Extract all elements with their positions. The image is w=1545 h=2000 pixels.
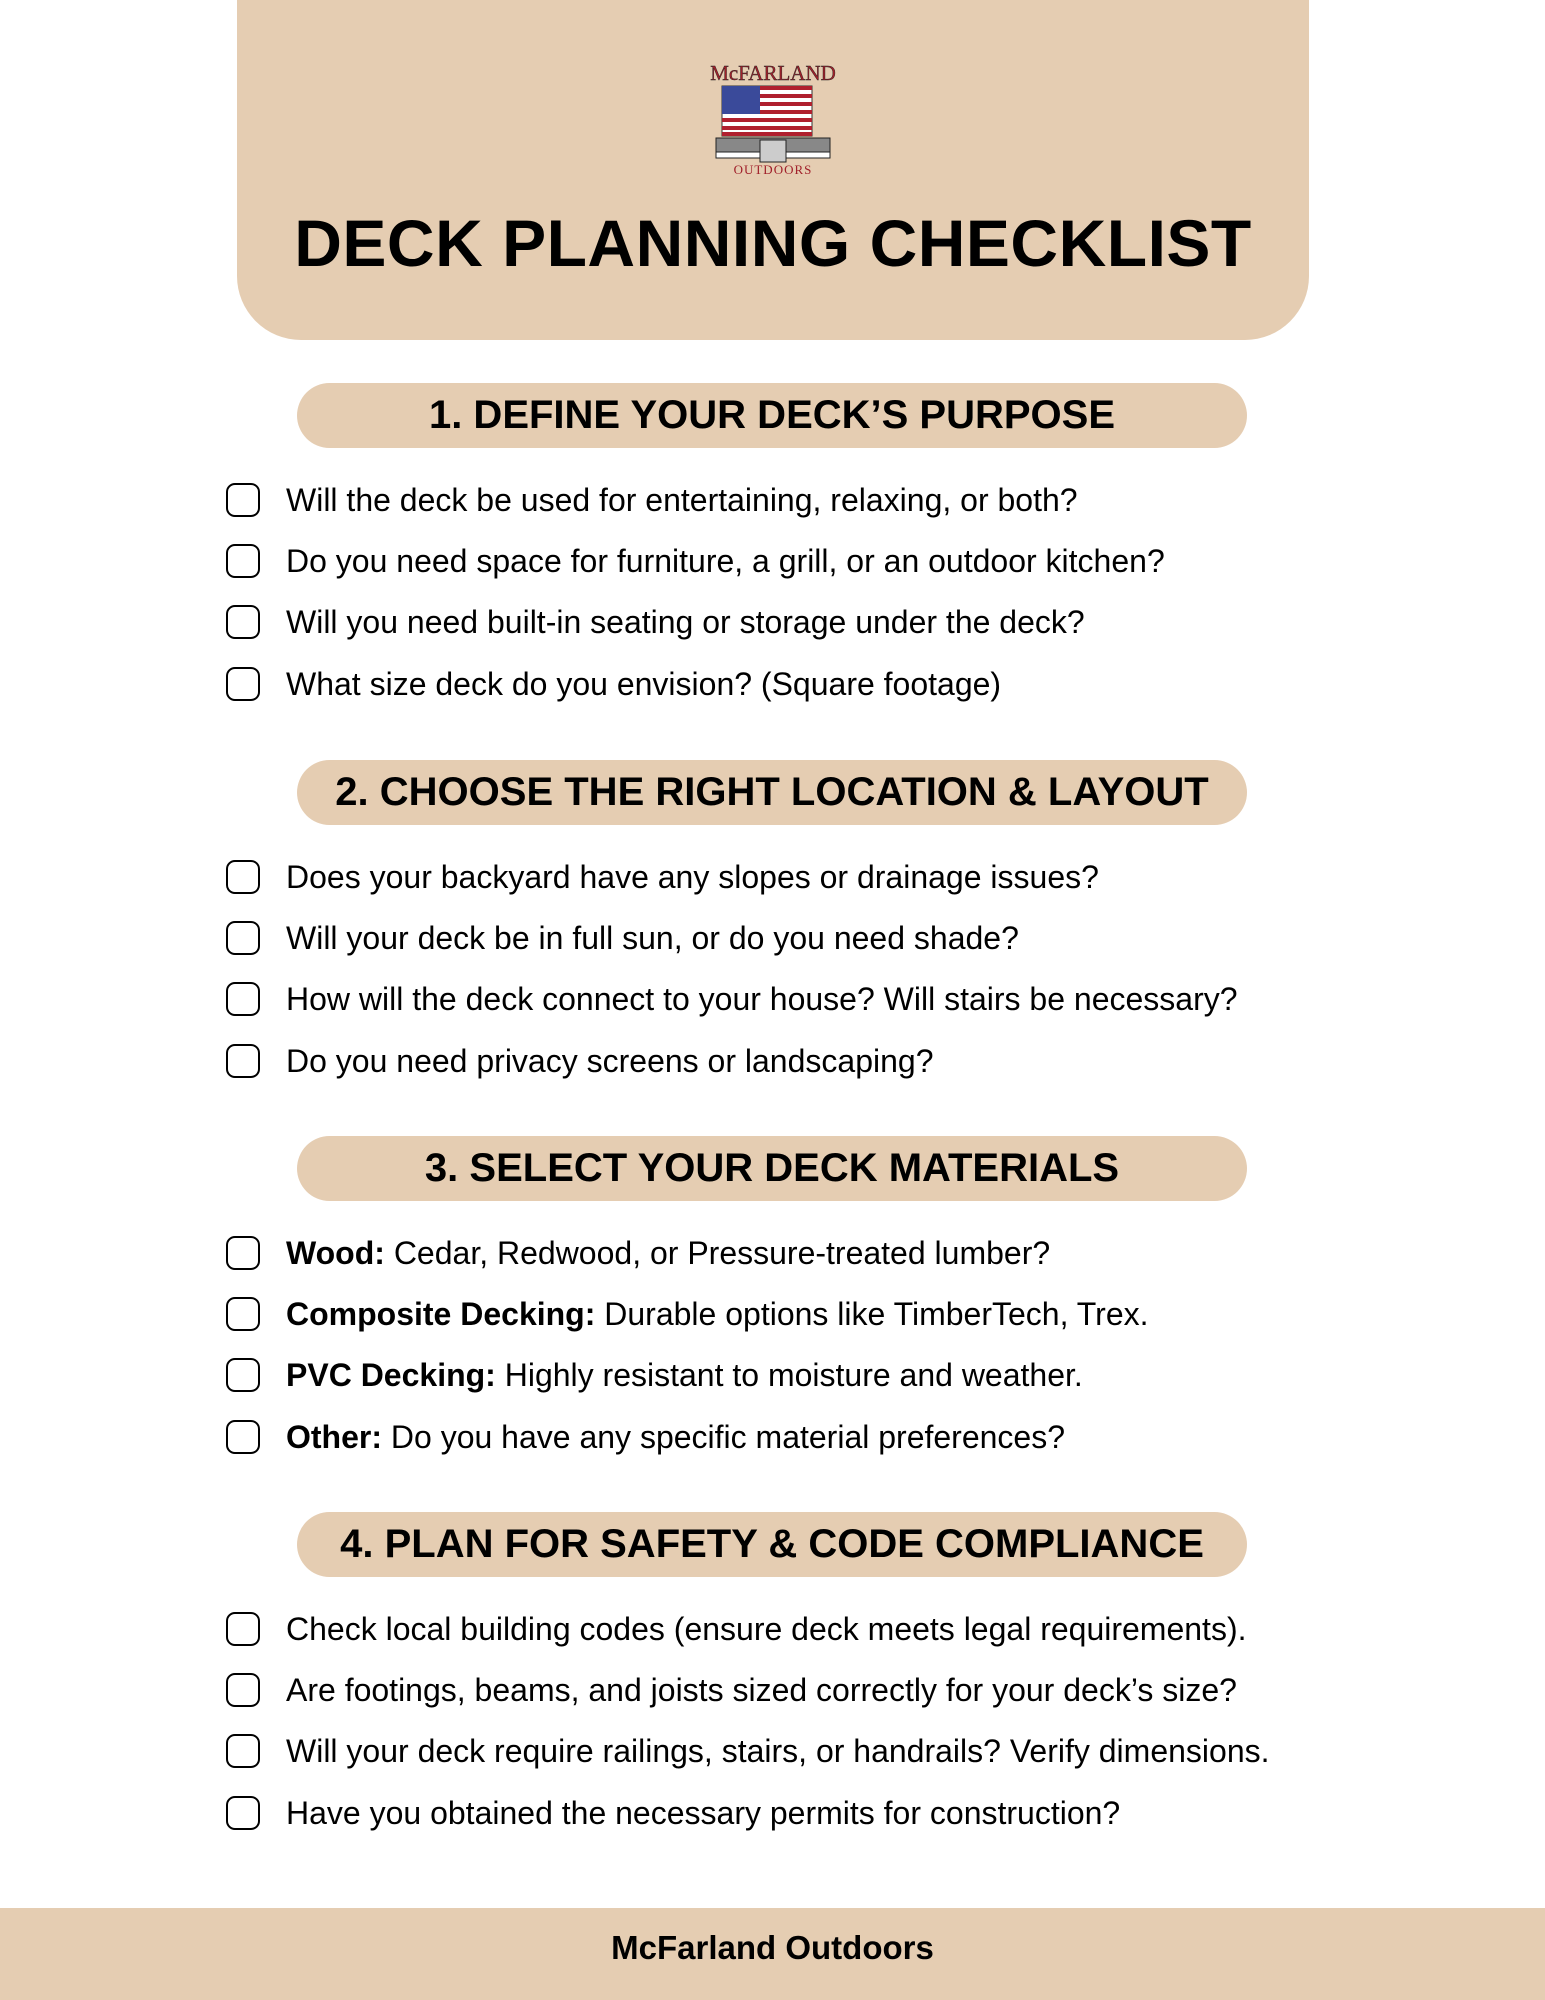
checkbox[interactable]	[226, 667, 260, 701]
checklist-item-text	[286, 543, 1165, 580]
page-title: DECK PLANNING CHECKLIST	[294, 206, 1252, 280]
checklist-item-text	[286, 1296, 1149, 1333]
section-heading: 1. DEFINE YOUR DECK’S PURPOSE	[297, 383, 1247, 448]
item-text: Do you have any specific material preferences?	[382, 1418, 1066, 1455]
item-label: Other:	[286, 1418, 382, 1455]
svg-text:OUTDOORS: OUTDOORS	[733, 162, 813, 177]
item-text: Will your deck require railings, stairs, or handrails? Verify dimensions.	[286, 1732, 1270, 1769]
checklist-item	[226, 918, 1019, 958]
checkbox[interactable]	[226, 860, 260, 894]
checklist-item-text	[286, 920, 1019, 957]
checklist-item	[226, 541, 1165, 581]
item-label: Composite Decking:	[286, 1295, 596, 1332]
checkbox[interactable]	[226, 605, 260, 639]
item-label: Wood:	[286, 1234, 385, 1271]
item-text: Cedar, Redwood, or Pressure-treated lumber?	[384, 1234, 1051, 1271]
item-text: Highly resistant to moisture and weather.	[495, 1356, 1083, 1393]
checklist-item	[226, 602, 1085, 642]
item-text: Will your deck be in full sun, or do you need shade?	[286, 919, 1019, 956]
checklist-item-text	[286, 604, 1085, 641]
checkbox[interactable]	[226, 1236, 260, 1270]
checklist-item	[226, 1041, 933, 1081]
checklist-item-text	[286, 981, 1238, 1018]
footer: McFarland Outdoors	[0, 1908, 1545, 2000]
checklist-item-text	[286, 1795, 1120, 1832]
item-text: Have you obtained the necessary permits for construction?	[286, 1794, 1121, 1831]
checklist-item	[226, 480, 1078, 520]
item-text: Do you need space for furniture, a grill, or an outdoor kitchen?	[286, 542, 1165, 579]
checklist-item	[226, 979, 1238, 1019]
mcfarland-outdoors-logo	[708, 62, 838, 177]
item-text: Will you need built-in seating or storage under the deck?	[286, 603, 1085, 640]
checklist-item	[226, 1355, 1083, 1395]
checklist-item-text	[286, 1672, 1237, 1709]
checklist-item	[226, 1609, 1246, 1649]
checklist-item	[226, 1793, 1120, 1833]
item-text: Do you need privacy screens or landscaping?	[286, 1042, 934, 1079]
checklist-item-text	[286, 859, 1099, 896]
checkbox[interactable]	[226, 1673, 260, 1707]
item-text: Check local building codes (ensure deck meets legal requirements).	[286, 1610, 1247, 1647]
checklist-item-text	[286, 1419, 1065, 1456]
checklist-item	[226, 1670, 1237, 1710]
checkbox[interactable]	[226, 1420, 260, 1454]
checkbox[interactable]	[226, 544, 260, 578]
checkbox[interactable]	[226, 1734, 260, 1768]
item-text: Will the deck be used for entertaining, relaxing, or both?	[286, 481, 1078, 518]
section-heading: 3. SELECT YOUR DECK MATERIALS	[297, 1136, 1247, 1201]
checklist-item-text	[286, 1611, 1246, 1648]
checklist-item-text	[286, 482, 1078, 519]
section-heading: 4. PLAN FOR SAFETY & CODE COMPLIANCE	[297, 1512, 1247, 1577]
checkbox[interactable]	[226, 982, 260, 1016]
item-text: Does your backyard have any slopes or drainage issues?	[286, 858, 1099, 895]
checklist-item-text	[286, 1235, 1050, 1272]
section-heading: 2. CHOOSE THE RIGHT LOCATION & LAYOUT	[297, 760, 1247, 825]
checkbox[interactable]	[226, 1612, 260, 1646]
checklist-item	[226, 664, 1001, 704]
checklist-item	[226, 1731, 1270, 1771]
item-text: Durable options like TimberTech, Trex.	[595, 1295, 1149, 1332]
checkbox[interactable]	[226, 1297, 260, 1331]
checklist-item	[226, 1417, 1065, 1457]
checklist-item-text	[286, 1043, 933, 1080]
checkbox[interactable]	[226, 1796, 260, 1830]
item-label: PVC Decking:	[286, 1356, 496, 1393]
checkbox[interactable]	[226, 483, 260, 517]
checklist-item-text	[286, 1357, 1083, 1394]
item-text: Are footings, beams, and joists sized correctly for your deck’s size?	[286, 1671, 1237, 1708]
checklist-item	[226, 1233, 1050, 1273]
svg-text:McFARLAND: McFARLAND	[710, 62, 836, 85]
checkbox[interactable]	[226, 1044, 260, 1078]
checklist-item-text	[286, 666, 1001, 703]
item-text: How will the deck connect to your house? Will stairs be necessary?	[286, 980, 1238, 1017]
item-text: What size deck do you envision? (Square footage)	[286, 665, 1002, 702]
checklist-item	[226, 1294, 1149, 1334]
checkbox[interactable]	[226, 921, 260, 955]
checklist-item-text	[286, 1733, 1270, 1770]
checklist-item	[226, 857, 1099, 897]
checkbox[interactable]	[226, 1358, 260, 1392]
